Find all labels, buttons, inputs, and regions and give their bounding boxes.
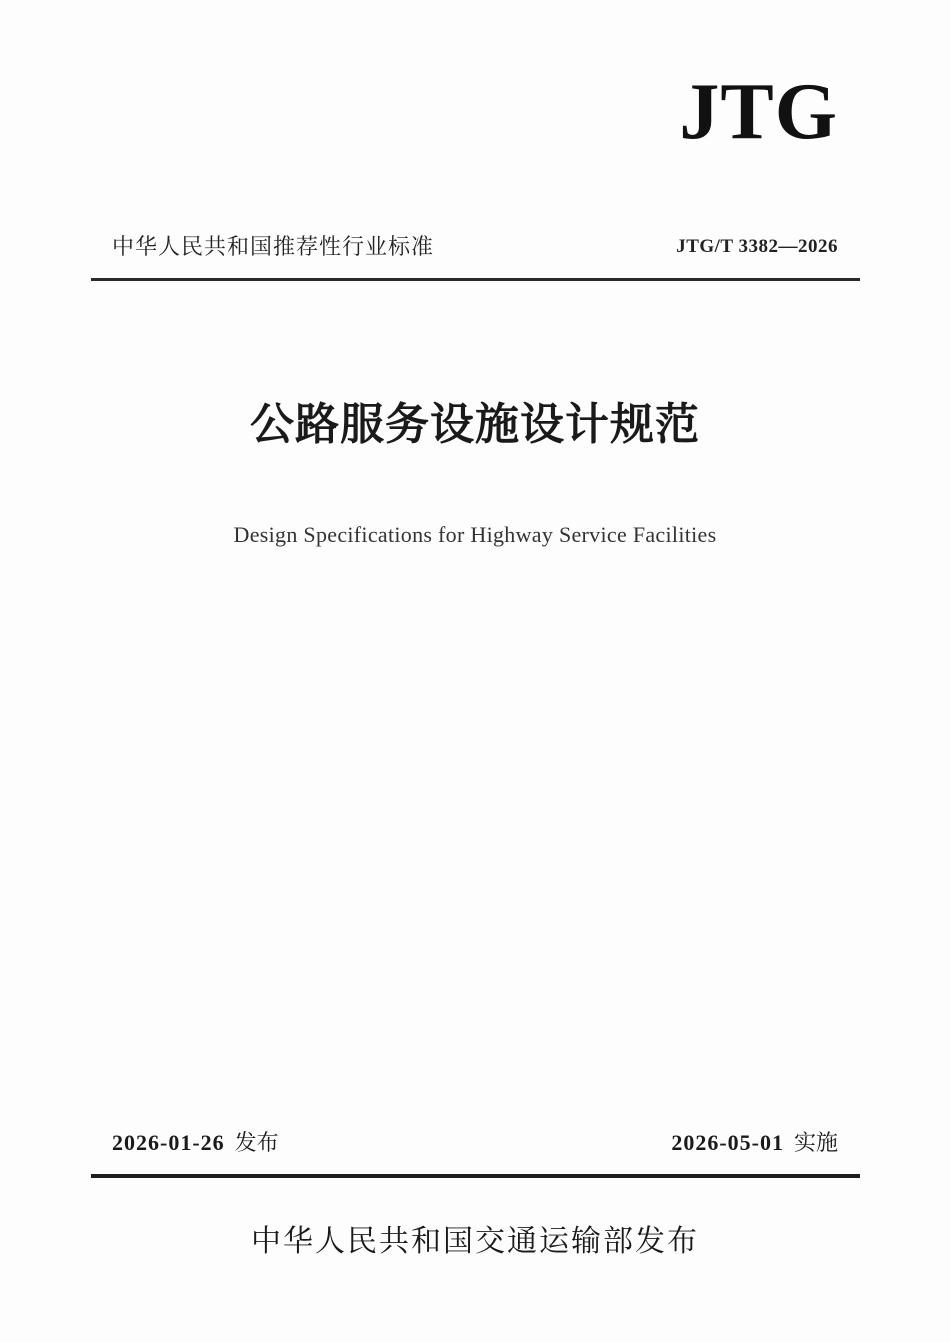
- bottom-divider: [91, 1174, 860, 1178]
- jtg-logo: JTG: [679, 68, 838, 156]
- implement-date: 2026-05-01: [671, 1130, 784, 1155]
- top-divider: [91, 278, 860, 281]
- standard-code: JTG/T 3382—2026: [676, 236, 838, 257]
- implement-date-block: [671, 1126, 838, 1157]
- issue-label: 发布: [234, 1131, 279, 1156]
- standard-category: 中华人民共和国推荐性行业标准: [112, 235, 435, 260]
- document-title-chinese: 公路服务设施设计规范: [250, 399, 700, 450]
- document-title-english: Design Specifications for Highway Service Facilities: [233, 522, 717, 547]
- issue-date: 2026-01-26: [112, 1130, 225, 1155]
- issue-date-block: [112, 1126, 279, 1157]
- publisher: 中华人民共和国交通运输部发布: [251, 1224, 699, 1259]
- implement-label: 实施: [793, 1131, 838, 1156]
